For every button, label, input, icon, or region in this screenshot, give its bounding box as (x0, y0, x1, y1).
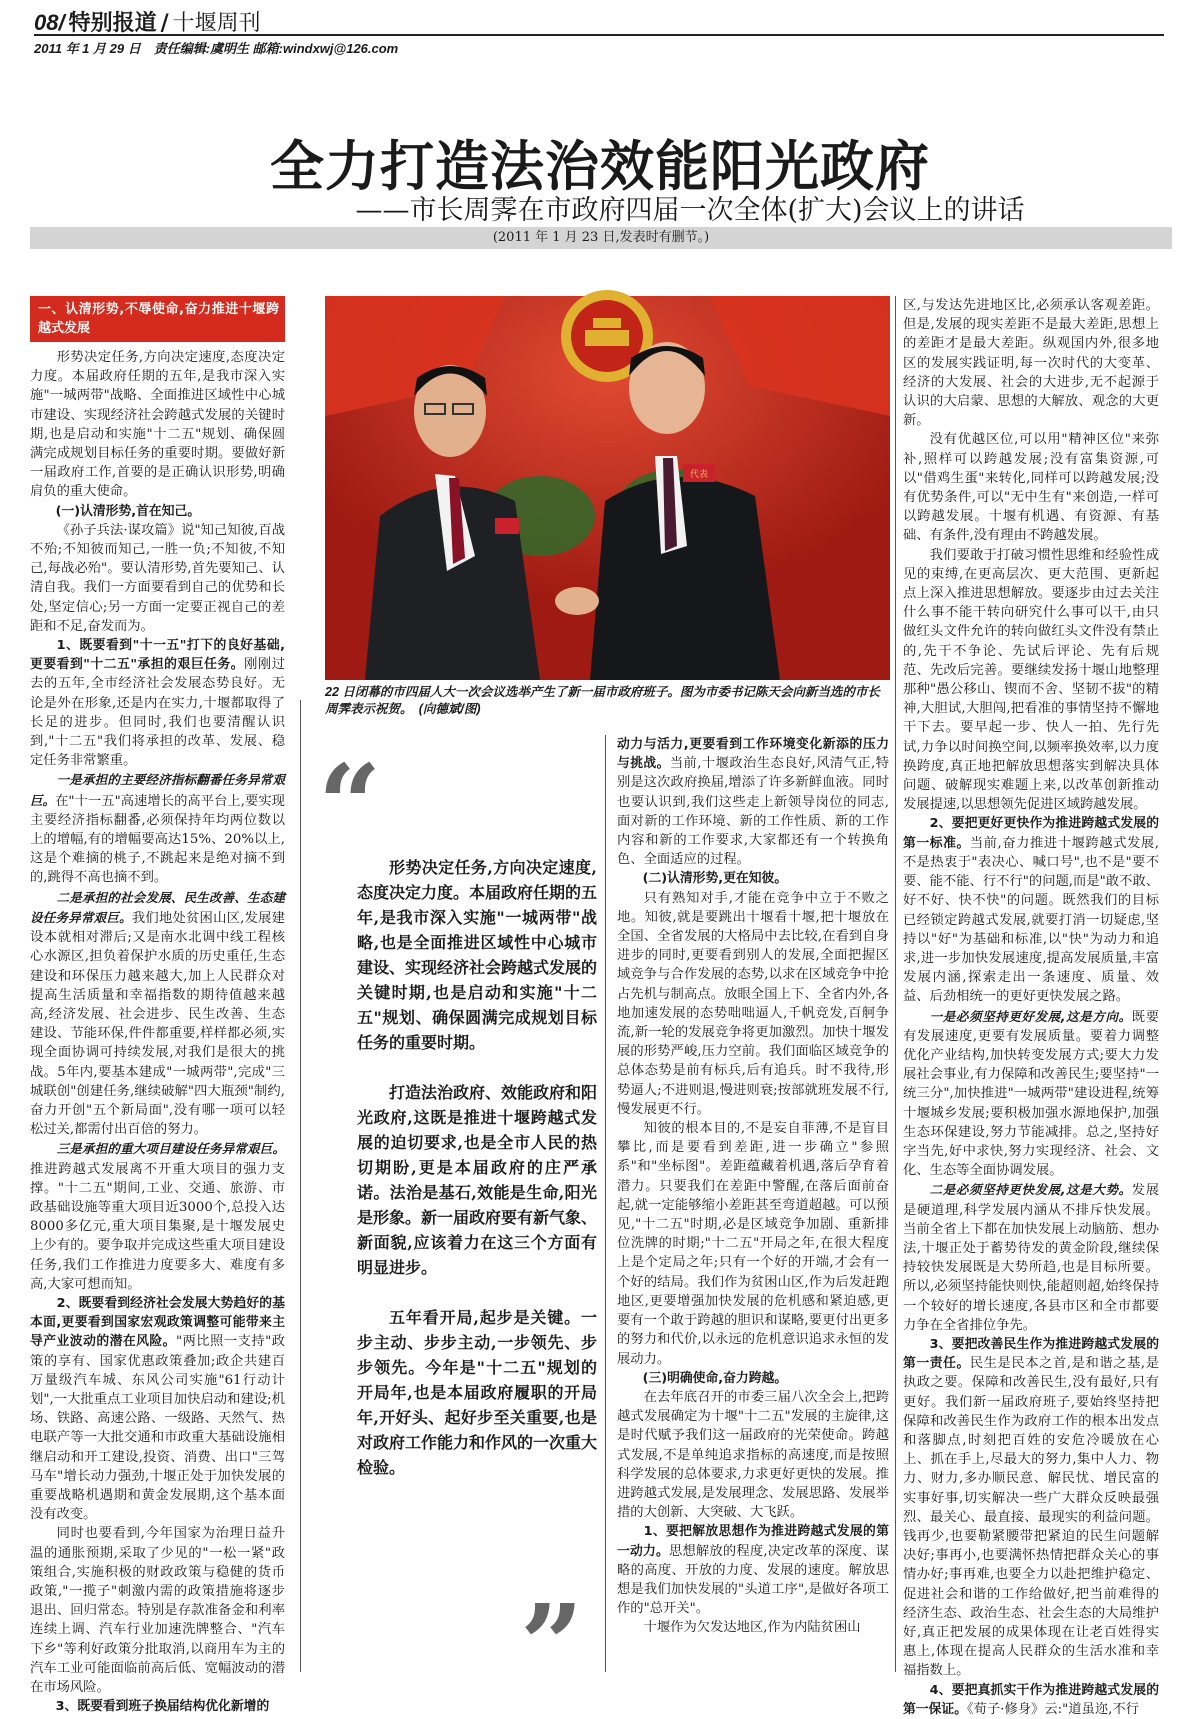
paragraph: 在"十一五"高速增长的高平台上,要实现主要经济指标翻番,必须保持年均两位数以上的增幅,有的增幅要高达15%、20%以上,这是个难摘的桃子,不跳起来是绝对摘不到的,跳得不高也摘不到。 (30, 793, 285, 886)
paragraph: 十堰作为欠发达地区,作为内陆贫困山 (643, 1620, 861, 1636)
dateline: (2011 年 1 月 23 日,发表时有删节。) (30, 227, 1172, 249)
pull-quote (357, 855, 597, 1505)
headline: 全力打造法治效能阳光政府 (270, 134, 930, 198)
pull-quote-paragraph: 打造法治政府、效能政府和阳光政府,这既是推进十堰跨越式发展的迫切要求,也是全市人民的热切期盼,更是本届政府的庄严承诺。法治是基石,效能是生命,阳光是形象。新一届政府要有新气象、新面貌,应该着力在这三个方面有明显进步。 (357, 1083, 598, 1277)
paper-name: 十堰周刊 (172, 11, 261, 36)
paragraph: 知彼的根本目的,不是妄自菲薄,不是盲目攀比,而是要看到差距,进一步确立"参照系"和"坐标图"。差距蕴藏着机遇,落后孕育着潜力。只要我们在差距中警醒,在落后面前奋起,就一定能够缩小差距甚至弯道超越。可以预见,"十二五"时期,必是区域竞争加剧、重新排位洗牌的时期;"十二五"开局之年,在很大程度上是个定局之年;只有一个好的开端,才会有一个好的结局。我们作为贫困山区,作为后发赶跑地区,更要增强加快发展的危机感和紧迫感,更要有一个敢于跨越的胆识和谋略,要更付出更多的努力和代价,以永远的危机意识追求永恒的发展动力。 (617, 1121, 889, 1367)
paragraph: 当前,奋力推进十堰跨越式发展,不是热衷于"表决心、喊口号",也不是"要不要、能不能、行不行"的问题,而是"敢不敢、好不好、快不快"的问题。既然我们的目标已经锁定跨越式发展,就要打消一切疑虑,坚持以"好"为基础和标准,以"快"为动力和追求,进一步加快发展速度,提高发展质量,丰富发展内涵,探索走出一条速度、质量、效益、后劲相统一的更好更快发展之路。 (903, 835, 1160, 1005)
subheading: 3、既要看到班子换届结构优化新增的 (55, 1699, 270, 1715)
emphasis-lead: 一是承担的主要经济指标翻番任务异常艰巨。 (30, 772, 285, 808)
meta-line: 2011 年 1 月 29 日 责任编辑:虞明生 邮箱:windxwj@126.com (34, 41, 399, 56)
section-name: 特别报道 (68, 10, 157, 36)
column-4 (903, 296, 1160, 1717)
subheading: 1、要把解放思想作为推进跨越式发展的第一动力。 (617, 1524, 889, 1559)
subheading: 2、要把更好更快作为推进跨越式发展的第一标准。 (903, 816, 1159, 851)
emphasis-lead: 二是承担的社会发展、民生改善、生态建设任务异常艰巨。 (30, 889, 285, 925)
badge-text: 代表 (689, 470, 709, 480)
subheadline: ——市长周霁在市政府四届一次全体(扩大)会议上的讲话 (355, 195, 1025, 226)
open-quote-icon: “ (318, 740, 382, 869)
subheading: 3、要把改善民生作为推进跨越式发展的第一责任。 (903, 1336, 1159, 1372)
news-photo (325, 296, 890, 680)
photo-illustration (325, 296, 890, 680)
paragraph: 我们要敢于打破习惯性思维和经验性成见的束缚,在更高层次、更大范围、更新起点上深入推进思想解放。要逐步由过去关注什么事不能干转向研究什么事可以干,由只做红头文件允许的转向做红头文件没有禁止的,先干不争论、先试后评论、先有后规范、先改后完善。要继续发扬十堰山地整理那种"愚公移山、锲而不舍、坚韧不拔"的精神,大胆试,大胆闯,把看准的事情坚持不懈地干下去。要早起一步、快人一拍、先行先试,力争以时间换空间,以频率换效率,以力度换跨度,真正地把解放思想落实到解决具体问题、破解现实难题上来,以改革创新推动发展提速,以思想领先促进区域跨越发展。 (903, 547, 1159, 813)
column-divider (605, 735, 606, 1672)
paragraph: 在去年底召开的市委三届八次全会上,把跨越式发展确定为十堰"十二五"发展的主旋律,这是时代赋予我们这一届政府的光荣使命。跨越式发展,不是单纯追求指标的高速度,而是按照科学发展的总体要求,力求更好更快的发展。推进跨越式发展,是发展理念、发展思路、发展举措的大创新、大突破、大飞跃。 (617, 1389, 889, 1521)
subheading: 2、既要看到经济社会发展大势趋好的基本面,更要看到国家宏观政策调整可能带来主导产业波动的潜在风险。 (30, 1295, 285, 1350)
subheading: 1、既要看到"十一五"打下的良好基础,更要看到"十二五"承担的艰巨任务。 (30, 638, 285, 673)
column-divider (895, 296, 896, 1672)
section-heading-red: 一、认清形势,不辱使命,奋力推进十堰跨越式发展 (30, 296, 285, 342)
paragraph: 形势决定任务,方向决定速度,态度决定力度。本届政府任期的五年,是我市深入实施"一城两带"战略、全面推进区域性中心城市建设、实现经济社会跨越式发展的关键时期,也是启动和实施"十二五"规划、确保圆满完成规划目标任务的重要时期。要做好新一届政府工作,首要的是正确认识形势,明确肩负的重大使命。 (30, 350, 285, 500)
paragraph: 既要有发展速度,更要有发展质量。要着力调整优化产业结构,加快转变发展方式;要大力发展社会事业,有力保障和改善民生;要坚持"一统三分",加快推进"一城两带"建设进程,统筹十堰城乡发展;要积极加强水源地保护,加强生态环保建设,努力节能减排。总之,坚持好字当先,好中求快,努力实现经济、社会、文化、生态等全面协调发展。 (903, 1009, 1160, 1179)
paragraph: 民生是民本之首,是和谐之基,是执政之要。保障和改善民生,没有最好,只有更好。我们新一届政府班子,要始终坚持把保障和改善民生作为政府工作的根本出发点和落脚点,时刻把百姓的安危冷暖放在心上、抓在手上,尽最大的努力,集中人力、物力、财力,多办顺民意、解民忧、增民富的实事好事,切实解决一些广大群众反映最强烈、最关心、最直接、最现实的利益问题。钱再少,也要勒紧腰带把紧迫的民生问题解决好;事再小,也要满怀热情把群众关心的事情办好;事再难,也要全力以赴把维护稳定、促进社会和谐的工作给做好,把当前难得的经济生态、政治生态、社会生态的大局维护好,真正把发展的成果体现在让老百姓得实惠上,体现在提高人民群众的生活水准和幸福指数上。 (903, 1356, 1160, 1679)
paragraph: 只有熟知对手,才能在竞争中立于不败之地。知彼,就是要跳出十堰看十堰,把十堰放在全国、全省发展的大格局中去比较,在看到自身进步的同时,更要看到别人的发展,全面把握区域竞争与合作发展的态势,以求在区域竞争中抢占先机与制高点。放眼全国上下、全省内外,各地加速发展的态势咄咄逼人,千帆竞发,百舸争流,新一轮的发展竞争将更加激烈。加快十堰发展的形势严峻,压力空前。我们面临区域竞争的总体态势是前有标兵,后有追兵。时不我待,形势逼人;不进则退,慢进则衰;按部就班发展不行,慢发展更不行。 (617, 890, 889, 1117)
paragraph: "两比照一支持"政策的享有、国家优惠政策叠加;政企共建百万量级汽车城、东风公司实施"61行动计划",一大批重点工业项目加快启动和建设;机场、铁路、高速公路、一级路、天然气、热电联产等一大批交通和市政重大基础设施相继启动和开工建设,投资、消费、出口"三驾马车"增长动力强劲,十堰正处于加快发展的重要战略机遇期和黄金发展期,这个基本面没有改变。 (30, 1334, 286, 1523)
subheading: 动力与活力,更要看到工作环境变化新添的压力与挑战。 (617, 737, 889, 772)
masthead (34, 6, 1164, 36)
paragraph: 推进跨越式发展离不开重大项目的强力支撑。"十二五"期间,工业、交通、旅游、市政基础设施等重大项目近3000个,总投入达8000多亿元,重大项目集聚,是十堰发展史上少有的。要争取并完成这些重大项目建设任务,我们工作推进力度要多大、难度有多高,大家可想而知。 (30, 1161, 285, 1292)
paragraph: 发展是硬道理,科学发展内涵从不排斥快发展。当前全省上下都在加快发展上动脑筋、想办法,十堰正处于蓄势待发的黄金阶段,继续保持较快发展既是大势所趋,也是目标所要。所以,必须坚持能快则快,能超则超,始终保持一个较好的增长速度,各县市区和全市都要力争在全省排位争先。 (903, 1183, 1160, 1333)
column-divider (300, 700, 301, 1672)
paragraph: 没有优越区位,可以用"精神区位"来弥补,照样可以跨越发展;没有富集资源,可以"借鸡生蛋"来转化,同样可以跨越发展;没有优势条件,可以"无中生有"来创造,一样可以跨越发展。十堰有机遇、有资源、有基础、有条件,没有理由不跨越发展。 (903, 432, 1159, 544)
paragraph: 《孙子兵法·谋攻篇》说"知己知彼,百战不殆;不知彼而知己,一胜一负;不知彼,不知己,每战必殆"。要认清形势,首先要知己、认清自我。我们一方面要看到自己的优势和长处,坚定信心;另一方面一定要正视自己的差距和不足,奋发而为。 (30, 522, 285, 634)
paragraph: 当前,十堰政治生态良好,风清气正,特别是这次政府换届,增添了许多新鲜血液。同时也要认识到,我们这些走上新领导岗位的同志,面对新的工作环境、新的工作性质、新的工作内容和新的工作要求,大家都还有一个转换角色、全面适应的过程。 (617, 756, 889, 868)
paragraph: 《荀子·修身》云:"道虽迩,不行 (966, 1701, 1139, 1717)
emphasis-lead: 三是承担的重大项目建设任务异常艰巨。 (56, 1141, 285, 1157)
close-quote-icon: ” (520, 1580, 584, 1709)
pull-quote-paragraph: 五年看开局,起步是关键。一步主动、步步主动,一步领先、步步领先。今年是"十二五"规划的开局年,也是本届政府履职的开局年,开好头、起好步至关重要,也是对政府工作能力和作风的一次重大检验。 (357, 1308, 598, 1477)
paragraph: 同时也要看到,今年国家为治理日益升温的通胀预期,采取了少见的"一松一紧"政策组合,实施积极的财政政策与稳健的货币政策,"一揽子"刺激内需的政策措施将逐步退出、回归常态。特别是存款准备金和利率连续上调、汽车行业加速洗牌整合、"汽车下乡"等利好政策分批取消,以商用车为主的汽车工业可能面临前高后低、宽幅波动的潜在市场风险。 (30, 1526, 285, 1696)
subheading: (二)认清形势,更在知彼。 (642, 871, 788, 887)
emphasis-lead: 二是必须坚持更快发展,这是大势。 (929, 1182, 1132, 1198)
subheading: (三)明确使命,奋力跨越。 (642, 1370, 788, 1386)
masthead-slash: / (160, 10, 169, 36)
handshake (555, 587, 599, 615)
paragraph: 我们地处贫困山区,发展建设本就相对滞后;又是南水北调中线工程核心水源区,担负着保护水质的历史重任,生态建设和环保压力越来越大,加上人民群众对提高生活质量和幸福指数的期待值越来越高,经济发展、社会进步、民生改善、生态建设、节能环保,件件都重要,样样都必须,实现全面协调可持续发展,对我们是很大的挑战。5年内,要基本建成"一城两带",完成"三城联创"创建任务,继续破解"四大瓶颈"制约,奋力开创"五个新局面",没有哪一项可以轻松过关,都需付出百倍的努力。 (30, 910, 285, 1138)
emphasis-lead: 一是必须坚持更好发展,这是方向。 (929, 1008, 1132, 1024)
column-3 (617, 735, 889, 1672)
paragraph: 刚刚过去的五年,全市经济社会发展态势良好。无论是外在形象,还是内在实力,十堰都取得了长足的进步。但同时,我们也要清醒认识到,"十二五"我们将承担的改革、发展、稳定任务非常繁重。 (30, 657, 286, 769)
column-1 (30, 296, 286, 1715)
paragraph: 思想解放的程度,决定改革的深度、谋略的高度、开放的力度、发展的速度。解放思想是我们加快发展的"头道工序",是做好各项工作的"总开关"。 (617, 1543, 889, 1617)
pull-quote-paragraph: 形势决定任务,方向决定速度,态度决定力度。本届政府任期的五年,是我市深入实施"一城两带"战略,也是全面推进区域性中心城市建设、实现经济社会跨越式发展的关键时期,也是启动和实施"十二五"规划、确保圆满完成规划目标任务的重要时期。 (357, 858, 598, 1052)
paragraph: 区,与发达先进地区比,必须承认客观差距。但是,发展的现实差距不是最大差距,思想上的差距才是最大差距。纵观国内外,很多地区的发展实践证明,每一次时代的大变革、经济的大发展、社会的大进步,无不起源于认识的大启蒙、思想的大解放、观念的大更新。 (903, 298, 1159, 429)
photo-caption: 22 日闭幕的市四届人大一次会议选举产生了新一届市政府班子。图为市委书记陈天会向新当选的市长周霁表示祝贺。 (向德斌/图) (325, 685, 880, 716)
page-number: 08/ (34, 10, 65, 35)
subheading: 4、要把真抓实干作为推进跨越式发展的第一保证。 (903, 1682, 1159, 1717)
subheading: (一)认清形势,首在知己。 (55, 503, 201, 519)
